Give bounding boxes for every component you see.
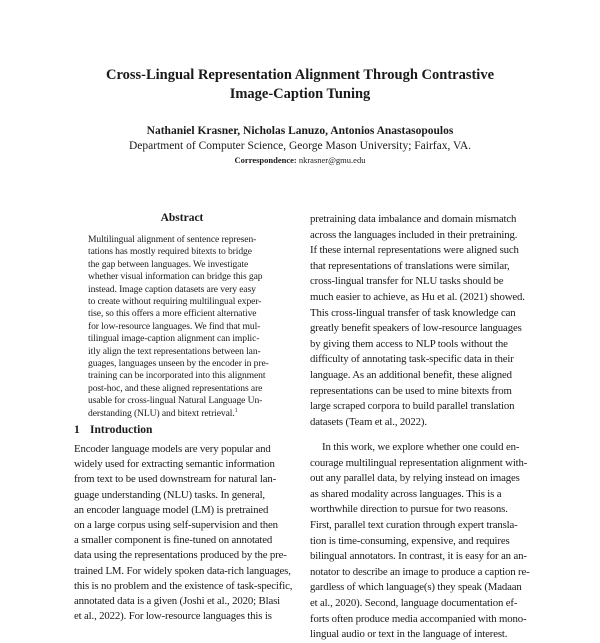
title-line: Image-Caption Tuning [229, 86, 371, 102]
text-line: guages, languages unseen by the encoder in pre- [88, 358, 269, 370]
text-line: tise, so this offers a more efficient alternative [88, 308, 257, 320]
text-line: from text to be used downstream for natural lan- [74, 473, 277, 486]
text-line: lingual audio or text in the language of interest. [310, 628, 508, 641]
footnote-marker: 1 [234, 407, 238, 414]
intro-left-column [74, 442, 300, 624]
text-line: on a large corpus using self-supervision and then [74, 519, 278, 532]
text-line: In this work, we explore whether one could en- [322, 441, 520, 453]
text-line: This cross-lingual transfer of task knowledge can [310, 306, 516, 319]
text-line: et al., 2020). Second, language documentation ef- [310, 596, 518, 609]
paper-title [60, 66, 540, 104]
text-line: itly align the text representations between lan- [88, 345, 261, 357]
text-line: across the languages included in their pretraining. [310, 228, 518, 241]
text-line: widely used for extracting semantic information [74, 458, 275, 471]
abstract-body [88, 234, 288, 420]
author-list: Nathaniel Krasner, Nicholas Lanuzo, Antonios Anastasopoulos [146, 125, 454, 137]
text-line: pretraining data imbalance and domain mismatch [310, 213, 517, 225]
title-line: Cross-Lingual Representation Alignment Through Contrastive [105, 67, 495, 83]
text-line: by giving them access to NLP tools without the [310, 337, 508, 350]
text-line: instead. Image caption datasets are very easy [88, 283, 256, 295]
text-line: cross-lingual transfer for NLU tasks should be [310, 275, 504, 288]
text-line: derstanding (NLU) and bitext retrieval.$^1$ [88, 407, 238, 419]
abstract-heading: Abstract [160, 212, 204, 224]
intro-right-column-paragraph [310, 440, 540, 643]
text-line: whether visual information can bridge this gap [88, 271, 263, 283]
correspondence-label: Correspondence: [234, 155, 297, 165]
text-line: large scraped corpora to build parallel translation [310, 400, 515, 413]
text-line: notator to describe an image to produce a caption re- [310, 565, 530, 578]
text-line: training can be incorporated into this alignment [88, 370, 266, 382]
text-line: First, parallel text curation through expert transla- [310, 518, 518, 531]
text-line: bilingual annotators. In contrast, it is easy for an an- [310, 550, 527, 563]
text-line: forts often produce media accompanied with mono- [310, 612, 527, 625]
text-line: guage understanding (NLU) tasks. In general, [74, 488, 265, 501]
text-line: post-hoc, and these aligned representations are [88, 382, 263, 394]
text-line: datasets (Team et al., 2022). [310, 415, 427, 428]
text-line: usable for cross-lingual Natural Language Un- [88, 395, 263, 407]
text-line: difficulty of annotating task-specific data in their [310, 353, 514, 366]
text-line: annotated data is a given (Joshi et al., 2020; Blasi [74, 595, 280, 608]
text-line: language. As an additional benefit, these aligned [310, 368, 512, 381]
text-line: a smaller component is fine-tuned on annotated [74, 534, 273, 547]
affiliation: Department of Computer Science, George Mason University; Fairfax, VA. [128, 140, 472, 152]
text-line: If these internal representations were aligned such [310, 244, 519, 257]
text-line: as shared modality across languages. This is a [310, 487, 502, 500]
text-line: much easier to achieve, as Hu et al. (2021) showed. [310, 290, 525, 303]
section-number: 1 [74, 424, 80, 436]
text-line: trained LM. For widely spoken data-rich languages, [74, 564, 291, 577]
section-heading [74, 423, 152, 437]
text-line: tion is time-consuming, expensive, and requires [310, 534, 510, 547]
text-line: greatly benefit speakers of low-resource languages [310, 322, 522, 335]
text-line: Multilingual alignment of sentence represen- [88, 234, 257, 245]
text-line: tations has mostly required bitexts to bridge [88, 246, 252, 258]
text-line: an encoder language model (LM) is pretrained [74, 503, 269, 516]
text-line: the gap between languages. We investigate [88, 258, 249, 270]
text-line: representations can be used to mine bitexts from [310, 384, 512, 397]
section-title: Introduction [90, 424, 153, 436]
intro-right-column-top [310, 212, 540, 430]
text-line: courage multilingual representation alignment with- [310, 456, 528, 469]
text-line: for low-resource languages. We find that mul- [88, 320, 261, 332]
text-line: et al., 2022). For low-resource languages this is [74, 610, 272, 623]
text-line: data using the representations produced by the pre- [74, 549, 287, 562]
text-line: out any parallel data, by relying instead on images [310, 472, 520, 485]
text-line: worthwhile direction to pursue for two reasons. [310, 503, 508, 516]
text-line: Encoder language models are very popular and [74, 443, 271, 455]
text-line: gardless of which language(s) they speak (Madaan [310, 581, 522, 594]
correspondence [60, 155, 540, 166]
text-line: to create without requiring multilingual exper- [88, 296, 262, 308]
correspondence-email: nkrasner@gmu.edu [298, 155, 366, 165]
text-line: that representations of translations were similar, [310, 259, 510, 272]
text-line: tilingual image-caption alignment can implic- [88, 333, 260, 345]
text-line: this is no problem and the existence of task-specific, [74, 579, 293, 592]
